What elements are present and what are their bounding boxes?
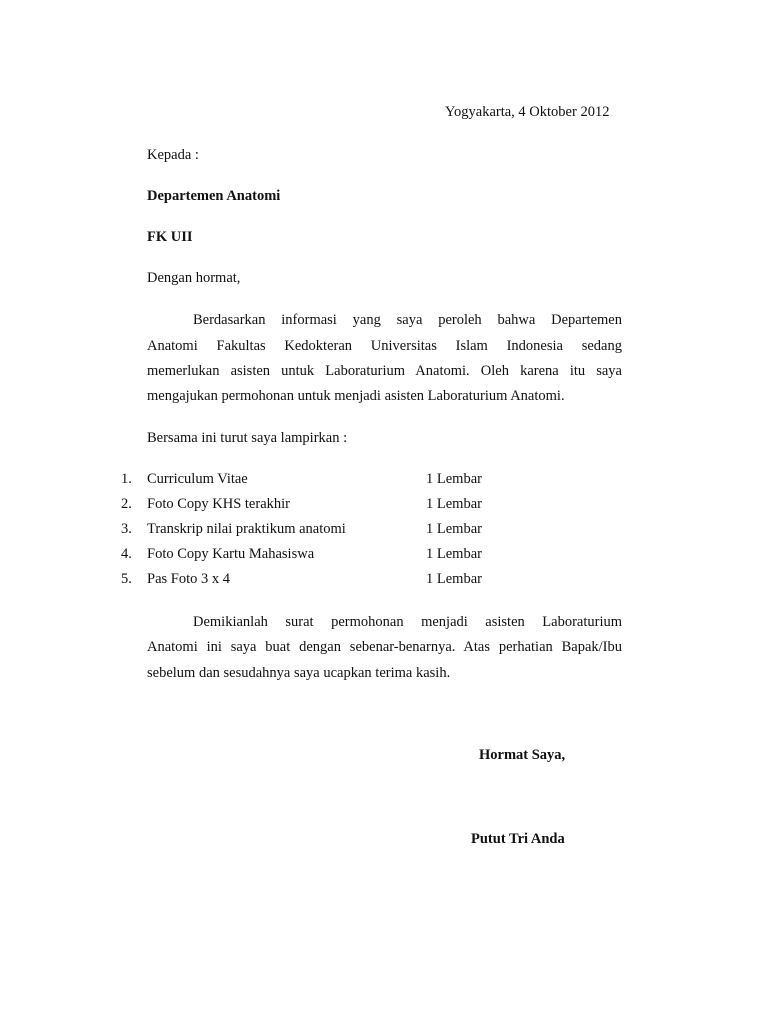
list-item-quantity: 1 Lembar bbox=[426, 471, 482, 487]
paragraph-closing-line: sebelum dan sesudahnya saya ucapkan terima kasih. bbox=[147, 665, 451, 681]
salutation: Dengan hormat, bbox=[147, 270, 241, 286]
paragraph-request-line: memerlukan asisten untuk Laboraturium Anatomi. Oleh karena itu saya bbox=[147, 363, 622, 379]
list-item-label: Pas Foto 3 x 4 bbox=[147, 571, 230, 587]
list-item-number: 3. bbox=[121, 521, 132, 537]
list-item-number: 2. bbox=[121, 496, 132, 512]
to-label: Kepada : bbox=[147, 147, 199, 163]
list-item-quantity: 1 Lembar bbox=[426, 496, 482, 512]
list-item bbox=[0, 547, 768, 565]
paragraph-request-line: mengajukan permohonan untuk menjadi asisten Laboraturium Anatomi. bbox=[147, 388, 565, 404]
letter-date: Yogyakarta, 4 Oktober 2012 bbox=[445, 104, 610, 120]
list-item-quantity: 1 Lembar bbox=[426, 546, 482, 562]
list-item-label: Curriculum Vitae bbox=[147, 471, 248, 487]
paragraph-request-line: Anatomi Fakultas Kedokteran Universitas Islam Indonesia sedang bbox=[147, 338, 622, 354]
list-item-number: 4. bbox=[121, 546, 132, 562]
list-item-label: Transkrip nilai praktikum anatomi bbox=[147, 521, 346, 537]
paragraph-closing-line: Demikianlah surat permohonan menjadi asisten Laboraturium bbox=[193, 614, 622, 630]
recipient-department: Departemen Anatomi bbox=[147, 188, 281, 204]
list-item-number: 5. bbox=[121, 571, 132, 587]
list-item-label: Foto Copy Kartu Mahasiswa bbox=[147, 546, 315, 562]
attachment-intro: Bersama ini turut saya lampirkan : bbox=[147, 430, 348, 446]
recipient-faculty: FK UII bbox=[147, 229, 193, 245]
closing-phrase: Hormat Saya, bbox=[479, 747, 566, 763]
signer-name: Putut Tri Anda bbox=[471, 831, 565, 847]
list-item bbox=[0, 497, 768, 515]
list-item-number: 1. bbox=[121, 471, 132, 487]
list-item bbox=[0, 522, 768, 540]
paragraph-closing-line: Anatomi ini saya buat dengan sebenar-benarnya. Atas perhatian Bapak/Ibu bbox=[147, 639, 622, 655]
list-item-quantity: 1 Lembar bbox=[426, 571, 482, 587]
list-item-quantity: 1 Lembar bbox=[426, 521, 482, 537]
list-item-label: Foto Copy KHS terakhir bbox=[147, 496, 290, 512]
list-item bbox=[0, 472, 768, 490]
list-item bbox=[0, 572, 768, 590]
paragraph-request-line: Berdasarkan informasi yang saya peroleh bahwa Departemen bbox=[193, 312, 622, 328]
